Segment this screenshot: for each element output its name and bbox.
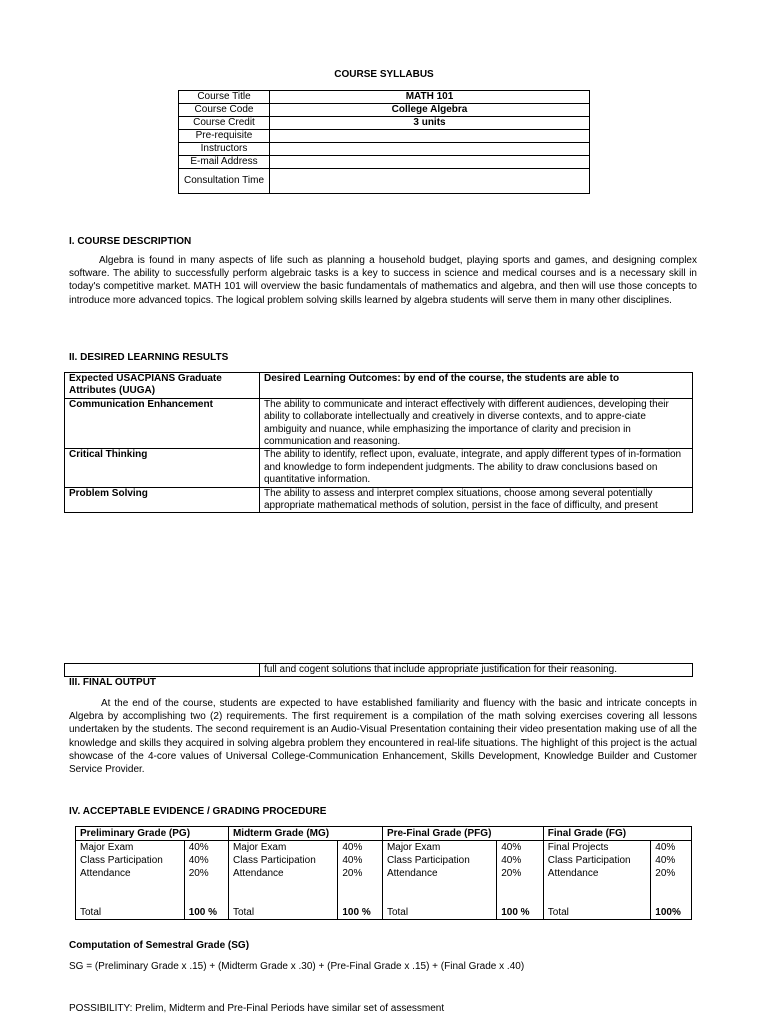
column-header-attributes: Expected USACPIANS Graduate Attributes (UUGA) <box>65 373 260 399</box>
info-label: Pre-requisite <box>179 130 270 143</box>
component-label: Major Exam <box>382 841 496 855</box>
semestral-grade-formula: SG = (Preliminary Grade x .15) + (Midterm Grade x .30) + (Pre-Final Grade x .15) + (Final Grade x .40) <box>69 961 525 972</box>
outcome-cell: The ability to assess and interpret complex situations, choose among several potentially appropriate mathematical methods of solution, persist in the face of difficulty, and present <box>260 487 693 513</box>
attribute-cell: Communication Enhancement <box>65 398 260 449</box>
component-label: Class Participation <box>543 854 651 867</box>
grading-row <box>76 841 692 855</box>
grade-header-final: Final Grade (FG) <box>543 827 691 841</box>
course-description-text: Algebra is found in many aspects of life such as planning a household budget, playing sports and games, and designing complex software. The ability to successfully perform algebraic tasks is a key to success in science and medical courses and is a necessary skill in today's competitive market. MATH 101 will overview the basic fundamentals of mathematics and algebra, and then will use those concepts to introduce more advanced topics. The logical problem solving skills learned by algebra students will serve them in many other disciplines. <box>69 255 697 306</box>
info-label: Consultation Time <box>179 169 270 194</box>
grading-total-row <box>76 906 692 920</box>
grade-header-prefinal: Pre-Final Grade (PFG) <box>382 827 543 841</box>
info-row-prerequisite <box>179 130 590 143</box>
info-row-consultation <box>179 169 590 194</box>
attribute-cell: Critical Thinking <box>65 449 260 487</box>
component-weight: 40% <box>651 841 692 855</box>
info-label: Instructors <box>179 143 270 156</box>
info-value <box>270 169 590 194</box>
component-label: Attendance <box>382 867 496 906</box>
info-label: E-mail Address <box>179 156 270 169</box>
component-weight: 40% <box>497 854 544 867</box>
info-label: Course Title <box>179 91 270 104</box>
section-heading-course-description: I. COURSE DESCRIPTION <box>69 236 192 247</box>
table-row <box>65 398 693 449</box>
grade-header-preliminary: Preliminary Grade (PG) <box>76 827 229 841</box>
total-label: Total <box>228 906 337 920</box>
attribute-cell: Problem Solving <box>65 487 260 513</box>
outcome-cell: full and cogent solutions that include appropriate justification for their reasoning. <box>260 664 693 677</box>
section-heading-learning-results: II. DESIRED LEARNING RESULTS <box>69 352 229 363</box>
grade-header-midterm: Midterm Grade (MG) <box>228 827 382 841</box>
section-heading-final-output: III. FINAL OUTPUT <box>69 677 157 688</box>
total-value: 100 % <box>497 906 544 920</box>
table-row <box>65 449 693 487</box>
component-label: Class Participation <box>228 854 337 867</box>
component-weight: 20% <box>184 867 228 906</box>
total-value: 100 % <box>338 906 383 920</box>
component-weight: 40% <box>338 854 383 867</box>
component-weight: 20% <box>651 867 692 906</box>
total-label: Total <box>382 906 496 920</box>
info-row-course-code <box>179 104 590 117</box>
outcome-cell: The ability to identify, reflect upon, evaluate, integrate, and apply different types of in-formation and knowledge to form independent judgments. The ability to draw conclusions based on quantitative information. <box>260 449 693 487</box>
grading-row <box>76 867 692 906</box>
table-row <box>65 487 693 513</box>
component-label: Major Exam <box>76 841 185 855</box>
component-label: Final Projects <box>543 841 651 855</box>
info-value <box>270 143 590 156</box>
info-value: 3 units <box>270 117 590 130</box>
info-row-email <box>179 156 590 169</box>
total-value: 100 % <box>184 906 228 920</box>
grading-header-row <box>76 827 692 841</box>
info-value <box>270 156 590 169</box>
component-label: Class Participation <box>382 854 496 867</box>
total-label: Total <box>76 906 185 920</box>
component-label: Attendance <box>228 867 337 906</box>
column-header-outcomes: Desired Learning Outcomes: by end of the course, the students are able to <box>260 373 693 399</box>
component-weight: 40% <box>651 854 692 867</box>
learning-results-header <box>65 373 693 399</box>
component-label: Major Exam <box>228 841 337 855</box>
learning-results-table-continued <box>64 663 693 677</box>
total-label: Total <box>543 906 651 920</box>
info-row-course-title <box>179 91 590 104</box>
component-label: Attendance <box>543 867 651 906</box>
component-weight: 40% <box>338 841 383 855</box>
learning-results-table <box>64 372 693 513</box>
table-row <box>65 664 693 677</box>
assessment-note: POSSIBILITY: Prelim, Midterm and Pre-Final Periods have similar set of assessment <box>69 1003 445 1014</box>
component-weight: 40% <box>184 854 228 867</box>
component-label: Class Participation <box>76 854 185 867</box>
computation-heading: Computation of Semestral Grade (SG) <box>69 940 250 951</box>
outcome-cell: The ability to communicate and interact effectively with different audiences, developing their ability to collaborate intellectually and creatively in diverse contexts, and to appre-ciate ambiguity and nuance, while emphasizing the importance of clarity and precision in communication and reasoning. <box>260 398 693 449</box>
grading-table <box>75 826 692 920</box>
final-output-text: At the end of the course, students are expected to have established familiarity and fluency with the basic and intricate concepts in Algebra by accomplishing two (2) requirements. The first requirement is a compilation of the math solving exercises covering all lessons undertaken by the students. The second requirement is an Audio-Visual Presentation containing their video presentation making use of all the knowledge and skills they acquired in solving algebra problem they encountered in real-life situations. The highlight of this project is the actual showcase of the 4-core values of Universal College-Communication Enhancement, Skills Development, Knowledge Builder and Customer Service Provider. <box>69 698 697 776</box>
info-row-instructors <box>179 143 590 156</box>
component-weight: 20% <box>497 867 544 906</box>
grading-row <box>76 854 692 867</box>
component-label: Attendance <box>76 867 185 906</box>
page-title: COURSE SYLLABUS <box>334 69 434 80</box>
info-label: Course Credit <box>179 117 270 130</box>
info-row-course-credit <box>179 117 590 130</box>
course-info-table <box>178 90 590 194</box>
info-value: MATH 101 <box>270 91 590 104</box>
section-heading-grading: IV. ACCEPTABLE EVIDENCE / GRADING PROCEDURE <box>69 806 327 817</box>
attribute-cell-empty <box>65 664 260 677</box>
total-value: 100% <box>651 906 692 920</box>
component-weight: 20% <box>338 867 383 906</box>
component-weight: 40% <box>184 841 228 855</box>
info-value: College Algebra <box>270 104 590 117</box>
info-value <box>270 130 590 143</box>
component-weight: 40% <box>497 841 544 855</box>
info-label: Course Code <box>179 104 270 117</box>
